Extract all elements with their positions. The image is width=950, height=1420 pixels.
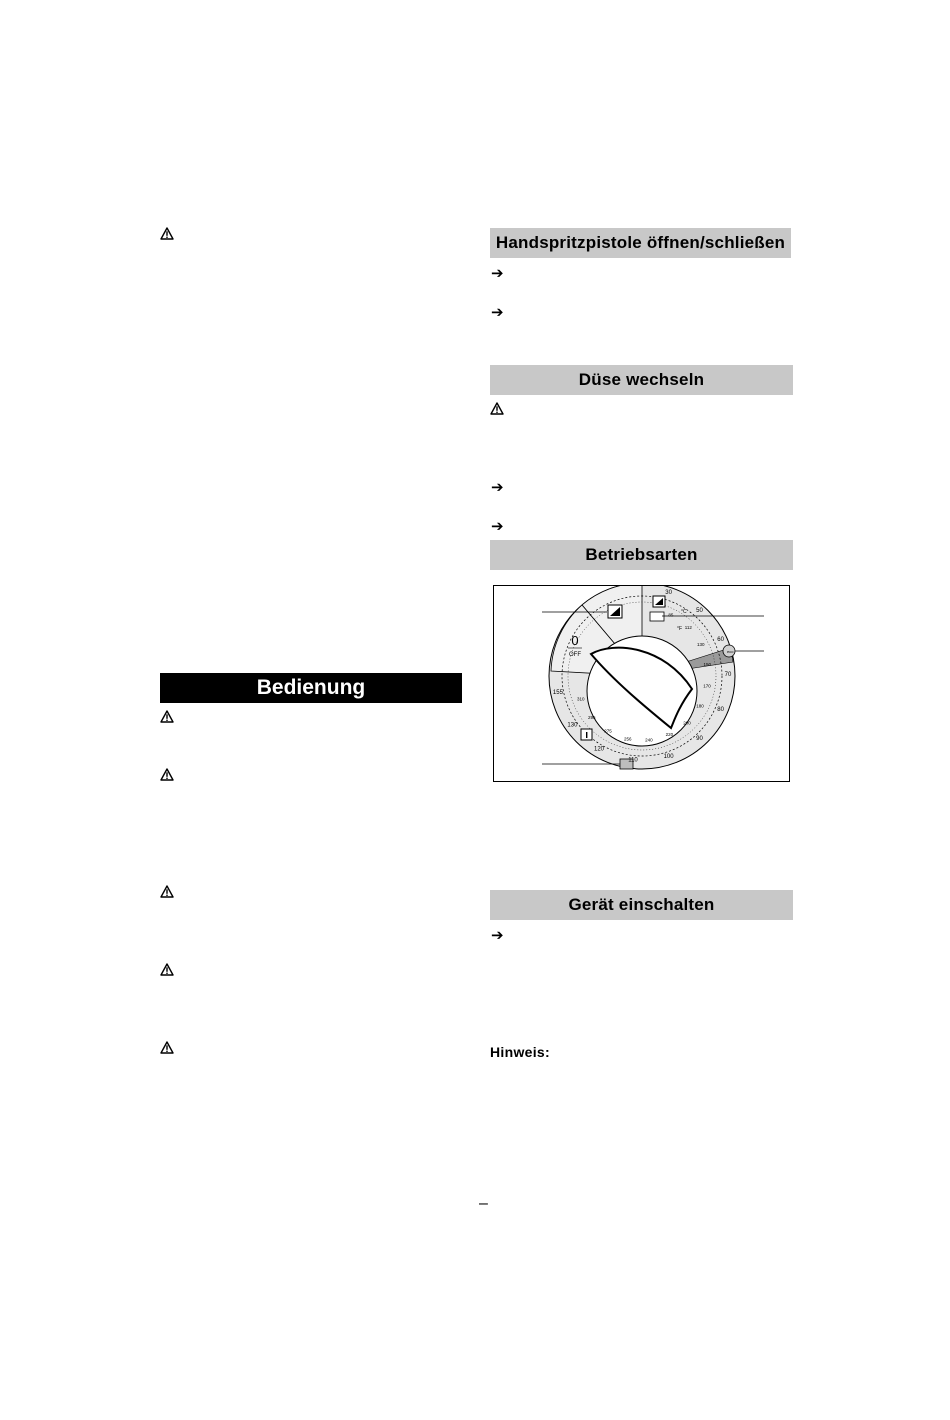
dial-fahrenheit-scale-label: 150 xyxy=(703,662,712,668)
dial-eco-label: eco xyxy=(727,649,734,654)
dial-fahrenheit-scale-label: 180 xyxy=(696,703,704,709)
warning-icon xyxy=(160,885,174,898)
dial-fahrenheit-scale-label: 112 xyxy=(684,624,692,630)
right-arrow-icon: ➔ xyxy=(491,264,504,282)
warning-icon xyxy=(490,402,504,415)
warning-icon xyxy=(160,710,174,723)
dial-celsius-scale-label: 90 xyxy=(696,735,703,742)
mode-selector-figure xyxy=(493,585,790,782)
right-arrow-icon: ➔ xyxy=(491,478,504,496)
warning-icon xyxy=(160,963,174,976)
dial-fahrenheit-scale-label: 256 xyxy=(623,736,632,742)
section-heading-nozzle: Düse wechseln xyxy=(490,365,793,395)
right-arrow-icon: ➔ xyxy=(491,926,504,944)
dial-celsius-scale-label: 80 xyxy=(717,707,724,713)
mode-selector-dial xyxy=(494,586,789,781)
dial-fahrenheit-scale-label: 85 xyxy=(668,612,674,618)
right-arrow-icon: ➔ xyxy=(491,303,504,321)
dial-celsius-scale-label: 60 xyxy=(717,637,724,643)
dial-fahrenheit-scale-label: 275 xyxy=(604,728,612,734)
dial-fahrenheit-scale-label: 295 xyxy=(588,714,596,720)
dial-celsius-scale-label: 100 xyxy=(663,753,674,760)
section-heading-operation: Bedienung xyxy=(160,673,462,703)
dial-unit-celsius: °C xyxy=(681,609,687,615)
dial-fahrenheit-scale-label: 170 xyxy=(703,683,711,689)
dial-off-zero: 0 xyxy=(571,633,579,648)
section-heading-spray-gun: Handspritzpistole öffnen/schließen xyxy=(490,228,791,258)
page-footer-dash: – xyxy=(479,1195,488,1212)
dial-celsius-scale-label: 120 xyxy=(593,746,605,753)
dial-fahrenheit-scale-label: 130 xyxy=(697,642,705,647)
dial-fahrenheit-scale-label: 310 xyxy=(577,696,585,702)
dial-celsius-scale-label: 30 xyxy=(665,590,672,597)
note-label: Hinweis: xyxy=(490,1044,550,1060)
dial-fahrenheit-scale-label: 240 xyxy=(645,737,653,743)
dial-unit-fahrenheit: °F xyxy=(677,626,683,632)
dial-celsius-scale-label: 50 xyxy=(696,608,703,615)
section-heading-modes: Betriebsarten xyxy=(490,540,793,570)
dial-celsius-scale-label: 70 xyxy=(724,672,732,678)
section-heading-power-on: Gerät einschalten xyxy=(490,890,793,920)
right-arrow-icon: ➔ xyxy=(491,517,504,535)
dial-celsius-scale-label: 130 xyxy=(567,722,578,729)
dial-off-label: OFF xyxy=(569,652,581,658)
dial-celsius-scale-label: 155 xyxy=(552,689,563,696)
dial-fahrenheit-scale-label: 220 xyxy=(665,732,674,738)
dial-celsius-scale-label: 110 xyxy=(628,757,638,764)
warning-icon xyxy=(160,1041,174,1054)
warning-icon xyxy=(160,768,174,781)
warning-icon xyxy=(160,227,174,240)
dial-fahrenheit-scale-label: 200 xyxy=(683,720,691,726)
